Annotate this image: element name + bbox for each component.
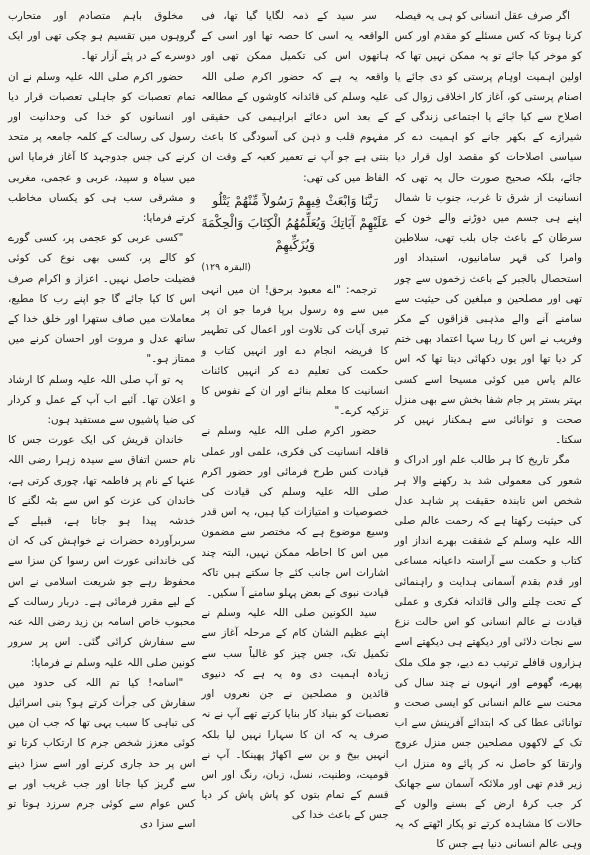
paragraph: مگر تاریخ کا ہر طالب علم اور ادراک و شعور کی معمولی شد بد رکھنے والا ہر شخص اس تابندہ حقیقت پر شاہد عدل کی حیثیت رکھتا ہے کہ رحمت عالم صلی اللہ علیہ وسلم کے شفقت بھرے انداز اور کتاب و حکمت سے آراستہ داعیانہ مساعی اور قدم بقدم آسمانی ہدایت و راہنمائی کے تحت چلنے والی قائدانہ فکری و عملی قیادت نے عالم انسانی کو اس حالت نزع سے نجات دلائی اور دیکھتے ہی دیکھتے اسے ہزاروں قافلے ترتیب دے دیے، جو ملک ملک پھرے، گھومے اور انہوں نے چند سال کی محنت سے عالم انسانی کو ایسی صحت و توانائی عطا کی کہ ابتدائے آفرینش سے اب تک کے لاکھوں مصلحین جس منزل عروج وارتقا کو حاصل نہ کر پائے وہ منزل اب زیر قدم تھی اور ملائکہ آسمان سے جھانک کر جب کرۂ ارض کے بسنے والوں کے حالات کا مشاہدہ کرتے تو پکار اٹھتے کہ یہ وہی عالم انسانی دنیا ہے جس کا: [394, 454, 582, 851]
quran-verse: رَبَّنَا وَابْعَثْ فِيهِمْ رَسُولاً مِّنْهُمْ يَتْلُو عَلَيْهِمْ آيَاتِكَ وَيُعَلِّمُهُمُ الْكِتَابَ وَالْحِكْمَةَ وَيُزَكِّيهِمْ: [201, 192, 389, 252]
quotation: "اسامہ! کیا تم اللہ کی حدود میں سفارش کی جرأت کرتے ہو؟ بنی اسرائیل کی تباہی کا سبب یہی تھا کہ جب ان میں کوئی معزز شخص جرم کا ارتکاب کرتا تو اس پر حد جاری کرنے اور اسے سزا دینے سے گریز کیا جاتا اور جب غریب اور بے کس عوام سے کوئی جرم سرزد ہوتا تو اسے سزا دی: [8, 676, 196, 831]
paragraph: حضور اکرم صلی اللہ علیہ وسلم نے قافلہ انسانیت کی فکری، علمی اور عملی قیادت کس طرح فرمائی اور حضور اکرم صلی اللہ علیہ وسلم کی قیادت کی خصوصیات و امتیازات کیا ہیں، یہ اس قدر وسیع موضوع ہے کہ مختصر سے مضمون میں اس کا احاطہ ممکن نہیں، البتہ چند اشارات اس جانب کئے جا سکتے ہیں تاکہ قیادت نبوی کے بعض پہلو سامنے آ سکیں۔: [201, 425, 389, 600]
verse-reference: (البقرہ ۱۲۹): [201, 261, 251, 273]
paragraph: سر سید کے ذمہ لگایا گیا تھا، فی الواقعہ یہ اسی کا حصہ تھا اور اسی کے ہاتھوں اس کی تکمیل ممکن تھی اور واقعہ یہ ہے کہ حضور اکرم صلی اللہ علیہ وسلم کی قائدانہ کاوشوں کے مطالعہ کے بعد اس دعائے ابراہیمی کی حقیقی مفہوم قلب و ذہن کی آسودگی کا باعث بنتی ہے جو آپ نے تعمیر کعبہ کے وقت ان الفاظ میں کی تھی:: [201, 10, 389, 184]
paragraph: اگر صرف عقل انسانی کو ہی یہ فیصلہ کرنا ہوتا کہ کس مسئلے کو مقدم اور کس کو موخر کیا جائے تو یہ ممکن نہیں تھا کہ اولین اہمیت اوہام پرستی کو دی جائے یا اصنام پرستی کو، آغاز کار اخلاقی زوال کی اصلاح سے کیا جائے یا اجتماعی زندگی کے شیرازے کے بکھر جانے کو اہمیت دے کر سیاسی اصلاحات کو مقصد اول قرار دیا جائے، بلکہ صحیح صورت حال یہ تھی کہ انسانیت از شرق تا غرب، جنوب تا شمال اپنے ہی جسم میں دوڑنے والے خون کے سرطان کے باعث جاں بلب تھی، سلاطین وامرا کی قہر سامانیوں، استبداد اور استحصال بالجبر کے باعث زخموں سے چور تھی اور مصلحین و مبلغین کی حیثیت سے سامنے آنے والے مذہبی قزاقوں کے مکر وفریب نے اس کا رہا سہا اعتماد بھی ختم کر دیا تھا اور یوں دکھائی دیتا تھا کہ اس عالم یاس میں کوئی مسیحا اسے کسی بہتر بستر پر جام شفا بخش سے بھی منزل صحت و توانائی سے ہمکنار نہیں کر سکتا۔: [394, 10, 582, 447]
paragraph: خاندان قریش کی ایک عورت جس کا نام حسن اتفاق سے سیدہ زہرا رضی اللہ عنہا کے نام پر فاطمہ تھا، چوری کرتی ہے، خاندان کی عزت کو اس سے بٹہ لگنے کا خدشہ پیدا ہو جاتا ہے، قبیلے کے سربرآوردہ حضرات نے خواہش کی کہ ان کی خاندانی عورت اس رسوا کن سزا سے محفوظ رہے جو شریعت اسلامی نے اس کے لیے مقرر فرمائی ہے۔ دربار رسالت کے محبوب خاص اسامہ بن زید رضی اللہ عنہ سے سفارش کرائی گئی۔ اس پر سرور کونین صلی اللہ علیہ وسلم نے فرمایا:: [8, 434, 196, 669]
quotation: "کسی عربی کو عجمی پر، کسی گورے کو کالے پر، کسی بھی نوع کی کوئی فضیلت حاصل نہیں۔ اعزاز و اکرام صرف اس کا کیا جائے گا جو اپنے رب کا مطیع، معاملات میں صاف ستھرا اور خلق خدا کے ساتھ عدل و مروت اور احسان کرنے میں ممتاز ہو۔": [8, 232, 196, 366]
column-middle: [201, 6, 389, 822]
column-right: [394, 6, 582, 851]
paragraph: حضور اکرم صلی اللہ علیہ وسلم نے ان تمام تعصبات کو جاہلی تعصبات قرار دیا اور انسانوں کو خدا کی وحدانیت اور رسول کی رسالت کے کلمہ جامعہ پر متحد کرنے کی جس جدوجہد کا آغاز فرمایا اس میں سیاہ و سپید، عربی و عجمی، مغربی و مشرقی سب ہی کو یکساں مخاطب کرتے فرمایا:: [8, 70, 196, 225]
column-left: [8, 6, 196, 831]
paragraph: سید الکونین صلی اللہ علیہ وسلم نے اپنے عظیم الشان کام کے مرحلہ آغاز سے تکمیل تک، جس چیز کو غالباً سب سے زیادہ اہمیت دی وہ یہ ہے کہ دنیوی قائدین و مصلحین نے جن نعروں اور تعصبات کو بنیاد کار بنایا کرتے تھے آپ نے نہ صرف یہ کہ ان کا سہارا نہیں لیا بلکہ انہیں بیخ و بن سے اکھاڑ پھینکا۔ آپ نے قومیت، وطنیت، نسل، زبان، رنگ اور اس قسم کے تمام بتوں کو پاش پاش کر دیا جس کے باعث خدا کی: [201, 607, 389, 822]
paragraph: ترجمہ: "اے معبود برحق! ان میں انہی میں سے وہ رسول برپا فرما جو ان پر تیری آیات کی تلاوت اور اعمال کی تطہیر کا فریضہ انجام دے اور انہیں کتاب و حکمت کی تعلیم دے کر انہیں کائنات انسانیت کا معلم بنائے اور ان کے نفوس کا تزکیہ کرے۔": [201, 284, 389, 418]
paragraph: مخلوق باہم متصادم اور متحارب گروہوں میں تقسیم ہو چکی تھی اور ایک دوسرے کے در پئے آزار تھا۔: [8, 10, 196, 63]
paragraph: یہ تو آپ صلی اللہ علیہ وسلم کا ارشاد و اعلان تھا۔ آئیے اب آپ کے عمل و کردار کی ضیا پاشیوں سے مستفید ہوں:: [8, 373, 196, 427]
